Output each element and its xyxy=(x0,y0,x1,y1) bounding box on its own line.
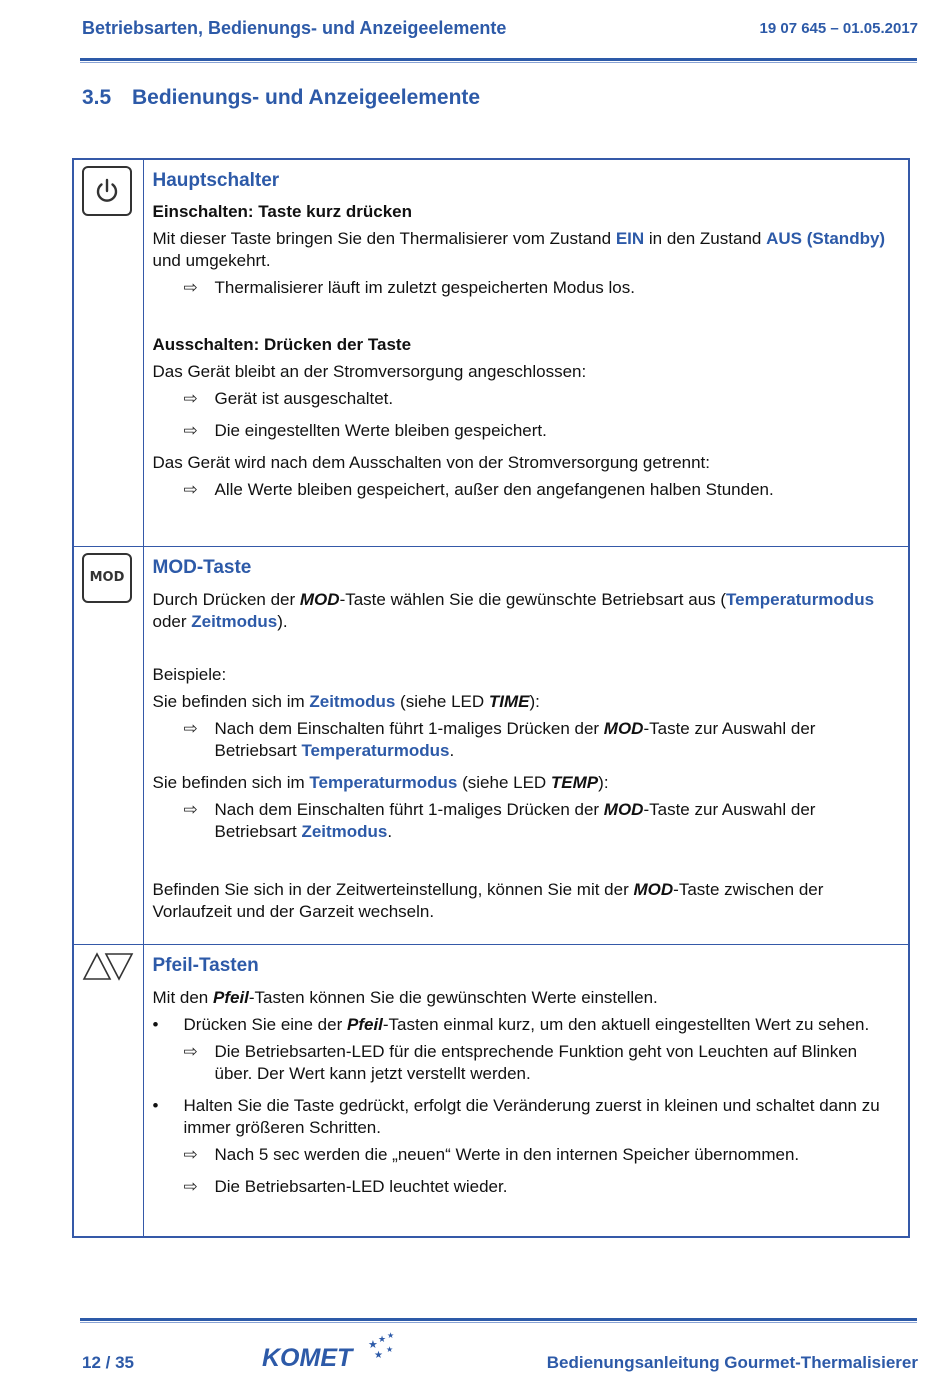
result-item: ⇨ Thermalisierer läuft im zuletzt gespeicherten Modus los. xyxy=(183,278,635,297)
list-item: • Drücken Sie eine der Pfeil-Tasten einmal kurz, um den aktuell eingestellten Wert zu sehen. xyxy=(152,1014,870,1034)
mod-key-description xyxy=(143,546,909,944)
switch-off-text-b: Das Gerät wird nach dem Ausschalten von der Stromversorgung getrennt: xyxy=(152,453,711,472)
result-item: ⇨ Nach 5 sec werden die „neuen“ Werte in den internen Speicher übernommen. xyxy=(183,1144,800,1164)
table-row-main-switch xyxy=(73,159,909,546)
switch-on-text: Mit dieser Taste bringen Sie den Thermalisierer vom Zustand EIN in den Zustand AUS (Standby) und umgekehrt. xyxy=(152,229,886,270)
result-arrow-icon: ⇨ xyxy=(183,278,198,297)
svg-text:KOMET: KOMET xyxy=(262,1344,353,1372)
power-icon xyxy=(82,166,132,216)
switch-off-heading: Ausschalten: Drücken der Taste xyxy=(152,335,412,354)
result-arrow-icon: ⇨ xyxy=(183,421,198,440)
footer-divider-thin xyxy=(80,1322,917,1323)
svg-text:★: ★ xyxy=(378,1334,387,1344)
result-arrow-icon: ⇨ xyxy=(183,718,198,738)
mod-key-intro: Durch Drücken der MOD-Taste wählen Sie die gewünschte Betriebsart aus (Temperaturmodus oder Zeitmodus). xyxy=(152,589,875,631)
bullet-icon: • xyxy=(152,1095,159,1115)
table-row-mod-key xyxy=(73,546,909,944)
result-item: ⇨ Die Betriebsarten-LED für die entsprechende Funktion geht von Leuchten auf Blinken über. Der Wert kann jetzt verstellt werden. xyxy=(183,1041,858,1083)
result-arrow-icon: ⇨ xyxy=(183,1144,198,1164)
example-1: Sie befinden sich im Zeitmodus (siehe LED TIME): xyxy=(152,691,540,711)
result-item: ⇨ Die eingestellten Werte bleiben gespeichert. xyxy=(183,421,547,440)
example-2: Sie befinden sich im Temperaturmodus (siehe LED TEMP): xyxy=(152,772,609,792)
arrow-keys-title: Pfeil-Tasten xyxy=(152,954,259,976)
svg-text:★: ★ xyxy=(386,1345,394,1354)
switch-off-text-a: Das Gerät bleibt an der Stromversorgung angeschlossen: xyxy=(152,362,587,381)
result-arrow-icon: ⇨ xyxy=(183,480,198,499)
result-item: ⇨ Die Betriebsarten-LED leuchtet wieder. xyxy=(183,1176,508,1196)
result-item: ⇨ Nach dem Einschalten führt 1-maliges Drücken der MOD-Taste zur Auswahl der Betriebsart Zeitmodus. xyxy=(183,799,816,841)
mod-key-icon: MOD xyxy=(82,553,132,603)
result-item: ⇨ Alle Werte bleiben gespeichert, außer den angefangenen halben Stunden. xyxy=(183,480,774,499)
section-number: 3.5 xyxy=(82,86,112,109)
result-arrow-icon: ⇨ xyxy=(183,389,198,408)
controls-table xyxy=(72,158,910,1238)
komet-logo xyxy=(260,1330,400,1372)
arrow-keys-intro: Mit den Pfeil-Tasten können Sie die gewünschten Werte einstellen. xyxy=(152,987,658,1007)
result-item: ⇨ Nach dem Einschalten führt 1-maliges Drücken der MOD-Taste zur Auswahl der Betriebsart Temperaturmodus. xyxy=(183,718,816,760)
main-switch-title: Hauptschalter xyxy=(152,170,280,191)
svg-text:★: ★ xyxy=(387,1331,395,1340)
arrow-keys-icon xyxy=(82,951,134,981)
header-divider xyxy=(80,58,917,61)
bullet-icon: • xyxy=(152,1014,159,1034)
arrow-keys-description xyxy=(143,944,909,1237)
list-item: • Halten Sie die Taste gedrückt, erfolgt die Veränderung zuerst in kleinen und schaltet dann zu immer größeren Schritten. xyxy=(152,1095,880,1137)
table-row-arrow-keys xyxy=(73,944,909,1237)
svg-text:★: ★ xyxy=(374,1350,383,1361)
mod-key-title: MOD-Taste xyxy=(152,556,252,578)
icon-cell xyxy=(73,944,143,1237)
switch-on-heading: Einschalten: Taste kurz drücken xyxy=(152,202,412,221)
section-heading: Bedienungs- und Anzeigeelemente xyxy=(132,86,481,109)
footer-divider xyxy=(80,1318,917,1321)
result-arrow-icon: ⇨ xyxy=(183,799,198,819)
section-title xyxy=(82,86,480,110)
header-divider-thin xyxy=(80,62,917,63)
examples-label: Beispiele: xyxy=(152,664,227,684)
header-title: Betriebsarten, Bedienungs- und Anzeigeelemente xyxy=(82,18,507,38)
page-number: 12 / 35 xyxy=(82,1353,134,1372)
mod-key-outro: Befinden Sie sich in der Zeitwerteinstellung, können Sie mit der MOD-Taste zwischen der Vorlaufzeit und der Garzeit wechseln. xyxy=(152,879,824,921)
result-item: ⇨ Gerät ist ausgeschaltet. xyxy=(183,389,394,408)
footer-manual-title: Bedienungsanleitung Gourmet-Thermalisierer xyxy=(546,1353,918,1372)
svg-text:★: ★ xyxy=(368,1339,378,1351)
result-arrow-icon: ⇨ xyxy=(183,1176,198,1196)
result-arrow-icon: ⇨ xyxy=(183,1041,198,1061)
icon-cell xyxy=(73,159,143,546)
main-switch-description xyxy=(143,159,909,546)
header-doc-number: 19 07 645 – 01.05.2017 xyxy=(759,20,918,37)
icon-cell xyxy=(73,546,143,944)
